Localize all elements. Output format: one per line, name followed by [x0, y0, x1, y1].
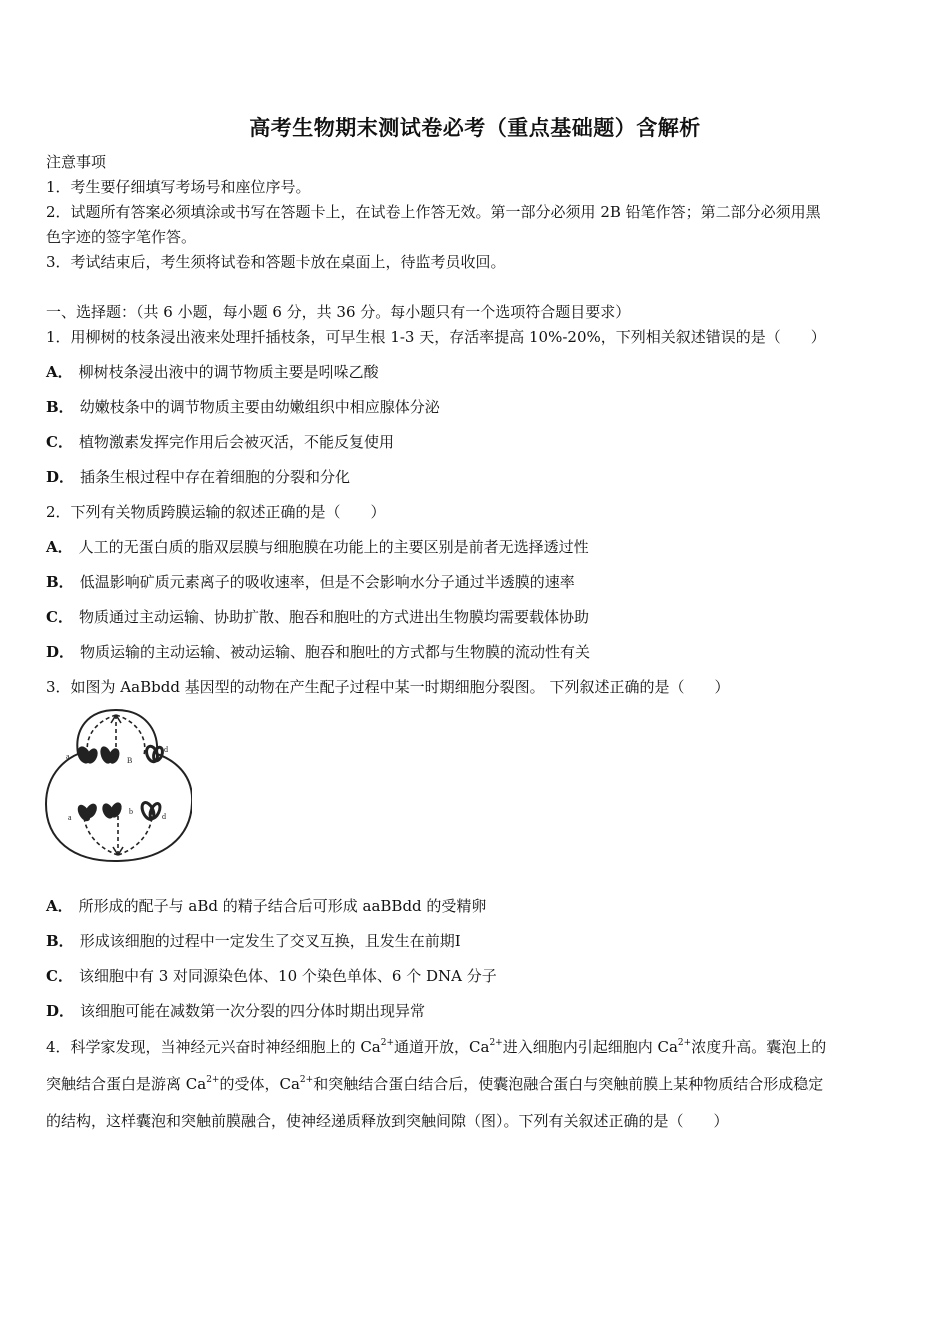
- question-2-option-d: D． 物质运输的主动运输、被动运输、胞吞和胞吐的方式都与生物膜的流动性有关: [46, 643, 591, 661]
- question-2-stem: 2．下列有关物质跨膜运输的叙述正确的是（ ）: [46, 503, 386, 521]
- question-3-option-c: C． 该细胞中有 3 对同源染色体、10 个染色单体、6 个 DNA 分子: [46, 967, 497, 985]
- question-2-option-a: A． 人工的无蛋白质的脂双层膜与细胞膜在功能上的主要区别是前者无选择透过性: [46, 538, 589, 556]
- section-heading: 一、选择题：（共 6 小题，每小题 6 分，共 36 分。每小题只有一个选项符合题目要求）: [46, 303, 631, 321]
- question-3-option-a: A． 所形成的配子与 aBd 的精子结合后可形成 aaBBdd 的受精卵: [46, 897, 487, 915]
- question-1-option-c: C． 植物激素发挥完作用后会被灭活，不能反复使用: [46, 433, 394, 451]
- question-1-option-d: D． 插条生根过程中存在着细胞的分裂和分化: [46, 468, 351, 486]
- page-title: 高考生物期末测试卷必考（重点基础题）含解析: [249, 116, 701, 140]
- question-2-option-b: B． 低温影响矿质元素离子的吸收速率，但是不会影响水分子通过半透膜的速率: [46, 573, 575, 591]
- gene-label: a: [66, 752, 70, 761]
- question-3-option-d: D． 该细胞可能在减数第一次分裂的四分体时期出现异常: [46, 1002, 426, 1020]
- notice-item: 色字迹的签字笔作答。: [46, 228, 197, 246]
- cell-division-figure: [44, 707, 192, 867]
- question-3-stem: 3．如图为 AaBbdd 基因型的动物在产生配子过程中某一时期细胞分裂图。 下列叙述正确的是（ ）: [46, 678, 730, 696]
- gene-label: b: [129, 807, 133, 816]
- question-1-stem: 1．用柳树的枝条浸出液来处理扦插枝条，可早生根 1-3 天，存活率提高 10%-20%，下列相关叙述错误的是（ ）: [46, 328, 826, 346]
- question-1-option-a: A． 柳树枝条浸出液中的调节物质主要是吲哚乙酸: [46, 363, 379, 381]
- question-3-option-b: B． 形成该细胞的过程中一定发生了交叉互换，且发生在前期Ⅰ: [46, 932, 461, 950]
- notice-item: 1．考生要仔细填写考场号和座位序号。: [46, 178, 311, 196]
- gene-label: d: [162, 812, 166, 821]
- notice-item: 2．试题所有答案必须填涂或书写在答题卡上，在试卷上作答无效。第一部分必须用 2B 铅笔作答；第二部分必须用黑: [46, 203, 821, 221]
- question-4-line-3: 的结构，这样囊泡和突触前膜融合，使神经递质释放到突触间隙（图）。下列有关叙述正确的是（ ）: [46, 1112, 729, 1130]
- question-2-option-c: C． 物质通过主动运输、协助扩散、胞吞和胞吐的方式进出生物膜均需要载体协助: [46, 608, 589, 626]
- gene-label: a: [68, 813, 72, 822]
- gene-label: d: [164, 745, 168, 754]
- gene-label: B: [127, 756, 133, 765]
- question-4-line-1: 4．科学家发现，当神经元兴奋时神经细胞上的 $Ca^{2+}$通道开放，$Ca^{2+}$进入细胞内引起细胞内 $Ca^{2+}$浓度升高。囊泡上的: [46, 1038, 827, 1056]
- question-1-option-b: B． 幼嫩枝条中的调节物质主要由幼嫩组织中相应腺体分泌: [46, 398, 440, 416]
- notice-item: 3．考试结束后，考生须将试卷和答题卡放在桌面上，待监考员收回。: [46, 253, 506, 271]
- question-4-line-2: 突触结合蛋白是游离 $Ca^{2+}$的受体，$Ca^{2+}$和突触结合蛋白结合后，使囊泡融合蛋白与突触前膜上某种物质结合形成稳定: [46, 1075, 824, 1093]
- notice-heading: 注意事项: [46, 153, 107, 171]
